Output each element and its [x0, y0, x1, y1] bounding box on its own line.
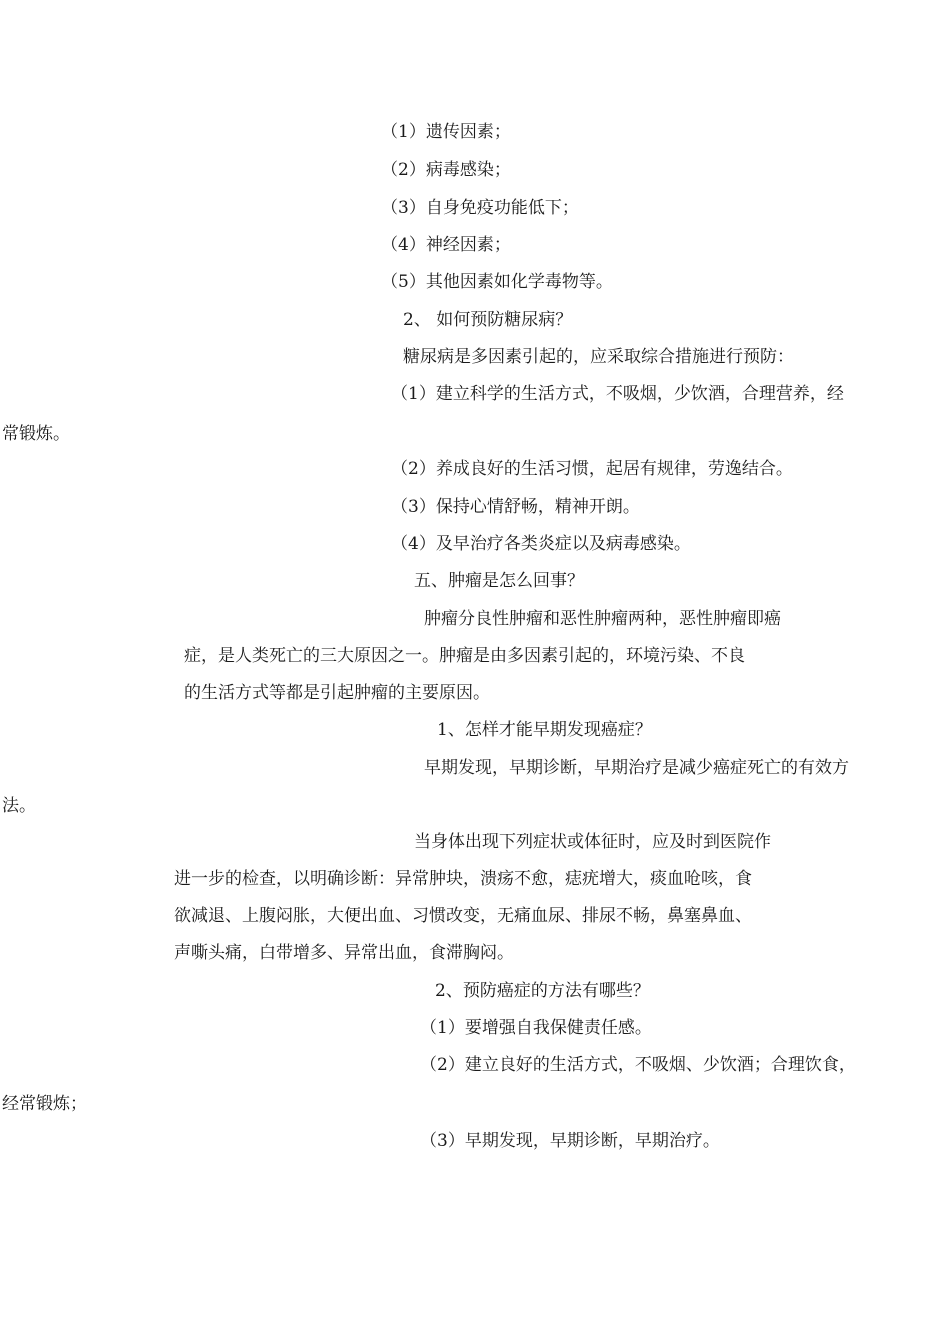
text-line: （1）遗传因素； — [381, 122, 511, 142]
text-line: 症，是人类死亡的三大原因之一。肿瘤是由多因素引起的，环境污染、不良 — [184, 646, 745, 666]
text-line: （4）神经因素； — [381, 235, 511, 255]
text-line: （5）其他因素如化学毒物等。 — [381, 272, 613, 292]
text-line: 声嘶头痛，白带增多、异常出血，食滞胸闷。 — [174, 943, 514, 963]
text-line: （1）要增强自我保健责任感。 — [420, 1018, 652, 1038]
text-line: （4）及早治疗各类炎症以及病毒感染。 — [391, 534, 691, 554]
section-heading: 1、怎样才能早期发现癌症？ — [437, 720, 652, 740]
text-line: 当身体出现下列症状或体征时，应及时到医院作 — [414, 832, 771, 852]
text-line: 欲减退、上腹闷胀，大便出血、习惯改变，无痛血尿、排尿不畅，鼻塞鼻血、 — [174, 906, 752, 926]
text-line: （3）早期发现，早期诊断，早期治疗。 — [420, 1131, 720, 1151]
text-line: （3）保持心情舒畅，精神开朗。 — [391, 497, 640, 517]
section-heading: 五、肿瘤是怎么回事？ — [414, 571, 584, 591]
text-line: 常锻炼。 — [2, 424, 70, 444]
section-heading: 2、预防癌症的方法有哪些？ — [435, 981, 650, 1001]
text-line: （2）病毒感染； — [381, 160, 511, 180]
text-line: 法。 — [2, 796, 36, 816]
text-line: 肿瘤分良性肿瘤和恶性肿瘤两种，恶性肿瘤即癌 — [424, 609, 781, 629]
text-line: 经常锻炼； — [2, 1094, 87, 1114]
text-line: 糖尿病是多因素引起的，应采取综合措施进行预防： — [403, 347, 794, 367]
text-line: （2）养成良好的生活习惯，起居有规律，劳逸结合。 — [391, 459, 793, 479]
text-line: 进一步的检查，以明确诊断：异常肿块，溃疡不愈，痣疣增大，痰血呛咳，食 — [174, 869, 752, 889]
text-line: 早期发现，早期诊断，早期治疗是减少癌症死亡的有效方 — [424, 758, 849, 778]
text-line: （2）建立良好的生活方式，不吸烟、少饮酒；合理饮食， — [420, 1055, 856, 1075]
text-line: （1）建立科学的生活方式，不吸烟，少饮酒，合理营养，经 — [391, 384, 844, 404]
text-line: （3）自身免疫功能低下； — [381, 198, 579, 218]
section-heading: 2、 如何预防糖尿病？ — [403, 310, 573, 330]
text-line: 的生活方式等都是引起肿瘤的主要原因。 — [184, 683, 490, 703]
